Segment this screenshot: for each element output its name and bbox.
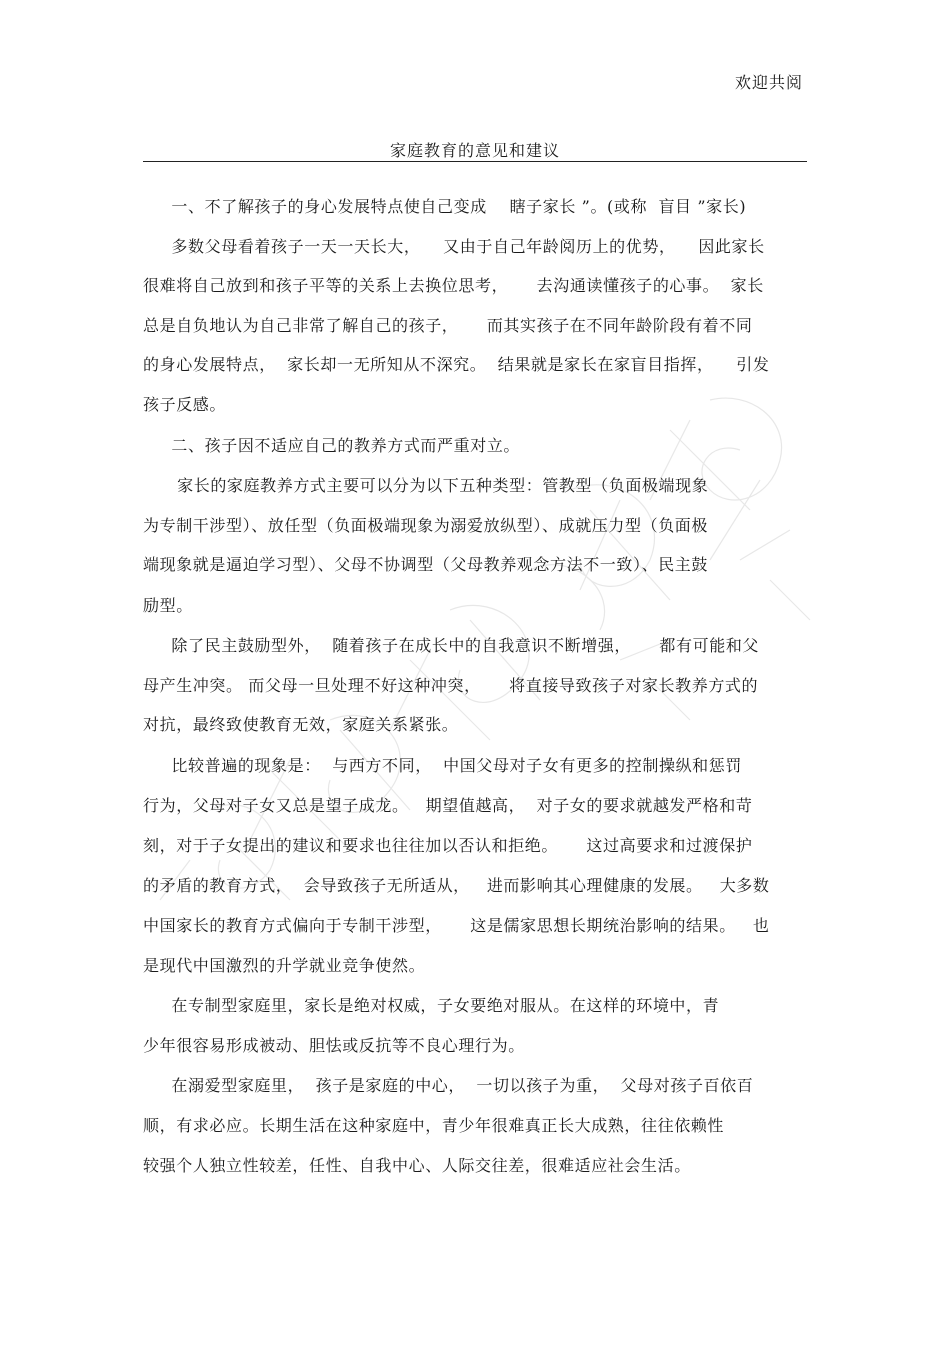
paragraph-line: 行为，父母对子女又总是望子成龙。 期望值越高， 对子女的要求就越发严格和苛: [143, 796, 753, 815]
paragraph-line: 很难将自己放到和孩子平等的关系上去换位思考， 去沟通读懂孩子的心事。 家长: [143, 276, 764, 295]
paragraph-line: 总是自负地认为自己非常了解自己的孩子， 而其实孩子在不同年龄阶段有着不同: [143, 316, 753, 335]
section-heading-2: 二、孩子因不适应自己的教养方式而严重对立。: [143, 436, 521, 455]
paragraph-line: 的身心发展特点， 家长却一无所知从不深究。 结果就是家长在家盲目指挥， 引发: [143, 355, 770, 374]
paragraph-line: 对抗，最终致使教育无效，家庭关系紧张。: [143, 715, 459, 734]
paragraph-line: 母产生冲突。 而父母一旦处理不好这种冲突， 将直接导致孩子对家长教养方式的: [143, 676, 759, 695]
paragraph-line: 中国家长的教育方式偏向于专制干涉型， 这是儒家思想长期统治影响的结果。 也: [143, 916, 770, 935]
paragraph-line: 除了民主鼓励型外， 随着孩子在成长中的自我意识不断增强， 都有可能和父: [143, 636, 760, 655]
paragraph-line: 较强个人独立性较差，任性、自我中心、人际交往差，很难适应社会生活。: [143, 1156, 691, 1175]
paragraph-line: 多数父母看着孩子一天一天长大， 又由于自己年龄阅历上的优势， 因此家长: [143, 237, 765, 256]
paragraph-line: 在溺爱型家庭里， 孩子是家庭的中心， 一切以孩子为重， 父母对孩子百依百: [143, 1076, 754, 1095]
paragraph-line: 家长的家庭教养方式主要可以分为以下五种类型：管教型（负面极端现象: [143, 476, 709, 495]
paragraph-line: 的矛盾的教育方式， 会导致孩子无所适从， 进而影响其心理健康的发展。 大多数: [143, 876, 770, 895]
section-heading-1: 一、不了解孩子的身心发展特点使自己变成 瞎子家长 ”。(或称 盲目 ”家长): [143, 197, 747, 216]
paragraph-line: 为专制干涉型）、放任型（负面极端现象为溺爱放纵型）、成就压力型（负面极: [143, 516, 709, 535]
paragraph-line: 端现象就是逼迫学习型）、父母不协调型（父母教养观念方法不一致）、民主鼓: [143, 555, 709, 574]
paragraph-line: 少年很容易形成被动、胆怯或反抗等不良心理行为。: [143, 1036, 525, 1055]
paragraph-line: 在专制型家庭里，家长是绝对权威，子女要绝对服从。在这样的环境中，青: [143, 996, 720, 1015]
header-welcome-text: 欢迎共阅: [734, 73, 803, 92]
paragraph-line: 是现代中国激烈的升学就业竞争使然。: [143, 956, 426, 975]
paragraph-line: 励型。: [143, 596, 193, 615]
title-underline: [143, 161, 807, 162]
paragraph-line: 刻，对于子女提出的建议和要求也往往加以否认和拒绝。 这过高要求和过渡保护: [143, 836, 753, 855]
paragraph-line: 孩子反感。: [143, 395, 227, 414]
document-title: 家庭教育的意见和建议: [389, 141, 560, 160]
paragraph-line: 比较普遍的现象是： 与西方不同， 中国父母对子女有更多的控制操纵和惩罚: [143, 756, 742, 775]
paragraph-line: 顺，有求必应。长期生活在这种家庭中，青少年很难真正长大成熟，往往依赖性: [143, 1116, 725, 1135]
